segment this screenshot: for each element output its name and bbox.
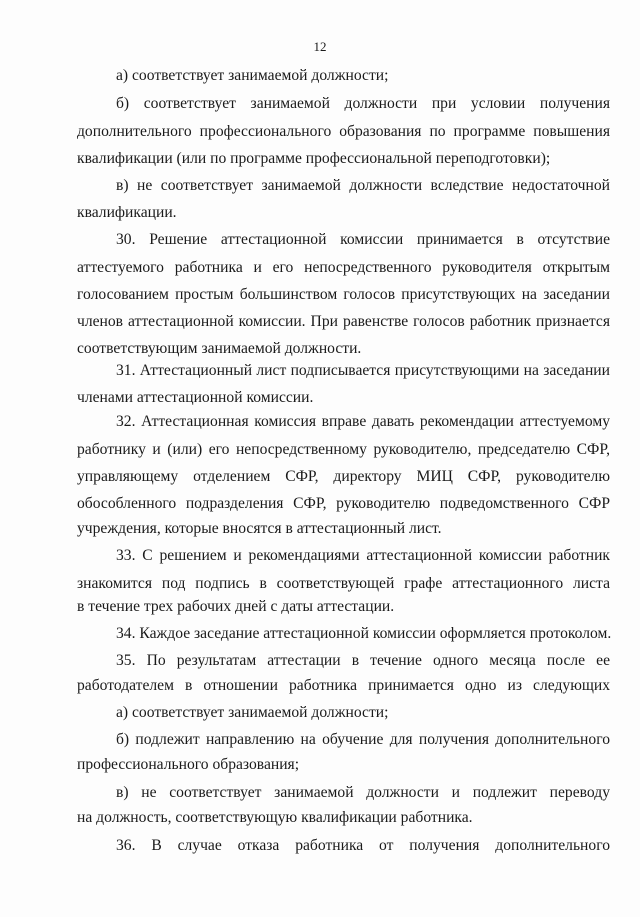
text-line: а) соответствует занимаемой должности; [116, 67, 389, 84]
text-line: 34. Каждое заседание аттестационной комиссии оформляется протоколом. [116, 625, 612, 642]
text-line: в) не соответствует занимаемой должности вследствие недостаточной [116, 177, 610, 194]
text-line: 35. По результатам аттестации в течение одного месяца после ее [116, 652, 610, 669]
text-line: 33. С решением и рекомендациями аттестационной комиссии работник [116, 547, 610, 564]
text-line: 31. Аттестационный лист подписывается присутствующими на заседании [116, 362, 610, 379]
text-line: на должность, соответствующую квалификации работника. [77, 809, 473, 826]
text-line: а) соответствует занимаемой должности; [116, 704, 389, 721]
text-line: учреждения, которые вносятся в аттестационный лист. [77, 520, 442, 537]
text-line: членами аттестационной комиссии. [77, 389, 314, 406]
text-line: знакомится под подпись в соответствующей графе аттестационного листа [77, 575, 610, 592]
text-line: б) соответствует занимаемой должности при условии получения [116, 95, 610, 112]
text-line: членов аттестационной комиссии. При равенстве голосов работник признается [77, 313, 610, 330]
text-line: дополнительного профессионального образования по программе повышения [77, 123, 610, 140]
text-line: 36. В случае отказа работника от получения дополнительного [116, 837, 610, 854]
text-line: 32. Аттестационная комиссия вправе давать рекомендации аттестуемому [116, 413, 610, 430]
text-line: квалификации. [77, 204, 177, 221]
text-line: соответствующим занимаемой должности. [77, 340, 362, 357]
text-line: б) подлежит направлению на обучение для получения дополнительного [116, 731, 610, 748]
page-number: 12 [313, 39, 327, 54]
text-line: голосованием простым большинством голосов присутствующих на заседании [77, 286, 610, 303]
text-line: в течение трех рабочих дней с даты аттестации. [77, 598, 395, 615]
text-line: работодателем в отношении работника принимается одно из следующих [77, 677, 610, 694]
text-line: 30. Решение аттестационной комиссии принимается в отсутствие [116, 231, 610, 248]
text-line: аттестуемого работника и его непосредственного руководителя открытым [77, 259, 610, 276]
text-line: квалификации (или по программе профессиональной переподготовки); [77, 150, 551, 167]
text-line: управляющему отделением СФР, директору МИЦ СФР, руководителю [77, 468, 610, 485]
text-line: в) не соответствует занимаемой должности и подлежит переводу [116, 784, 610, 801]
text-line: профессионального образования; [77, 756, 300, 773]
text-line: работнику и (или) его непосредственному руководителю, председателю СФР, [77, 441, 610, 458]
text-line: обособленного подразделения СФР, руководителю подведомственного СФР [77, 495, 610, 512]
